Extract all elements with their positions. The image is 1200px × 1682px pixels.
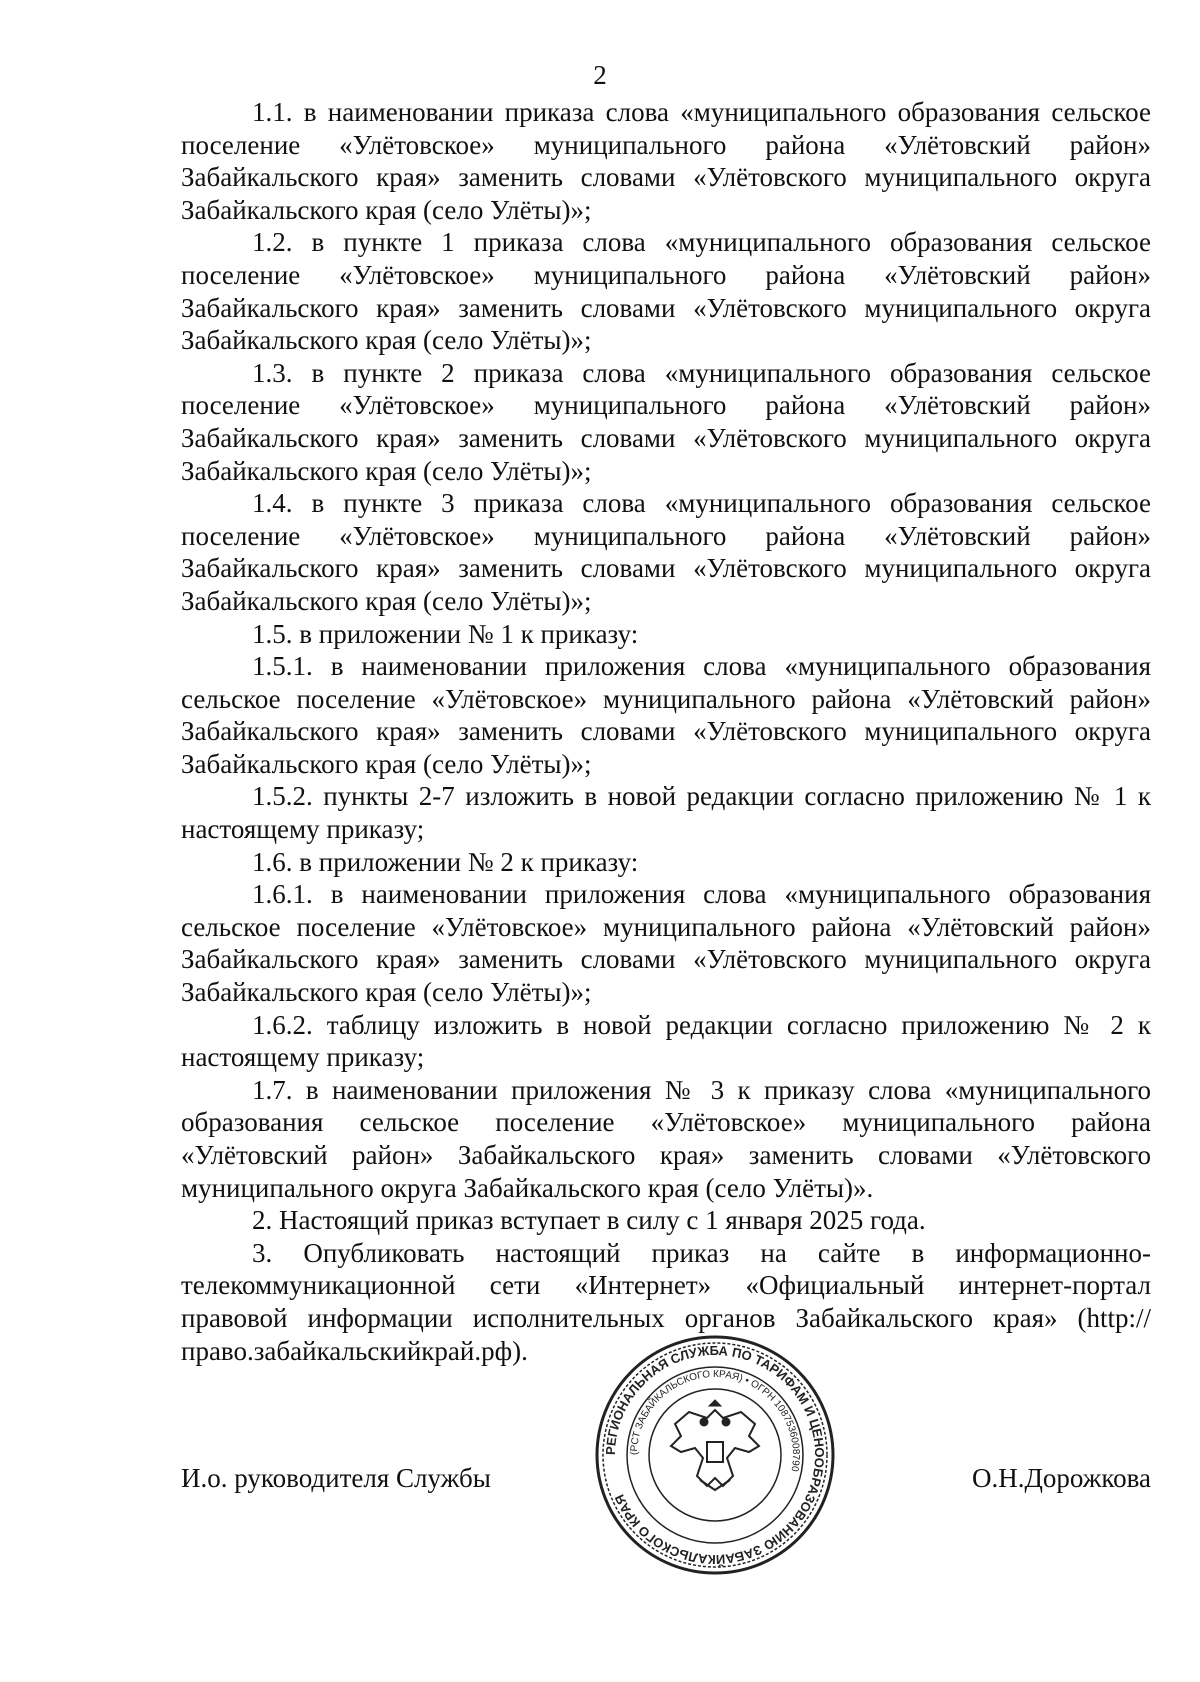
paragraph-1-6-2: 1.6.2. таблицу изложить в новой редакции согласно приложению № 2 к настоящему приказу; bbox=[181, 1009, 1151, 1073]
paragraph-1-4: 1.4. в пункте 3 приказа слова «муниципального образования сельское поселение «Улётовское» муниципального района «Улётовский район» Забайкальского края» заменить словами «Улётовского муниципального округа Забайкальского края (село Улёты)»; bbox=[181, 488, 1151, 616]
paragraph-1-1: 1.1. в наименовании приказа слова «муниципального образования сельское поселение «Улётовское» муниципального района «Улётовский район» Забайкальского края» заменить словами «Улётовского муниципального округа Забайкальского края (село Улёты)»; bbox=[181, 97, 1151, 225]
paragraph-1-5-2: 1.5.2. пункты 2-7 изложить в новой редакции согласно приложению № 1 к настоящему приказу; bbox=[181, 781, 1151, 845]
page-number: 2 bbox=[593, 60, 607, 90]
document-body bbox=[181, 96, 1151, 1367]
signatory-name: О.Н.Дорожкова bbox=[971, 1463, 1151, 1493]
signature-block bbox=[181, 1463, 1151, 1503]
paragraph-2: 2. Настоящий приказ вступает в силу с 1 января 2025 года. bbox=[252, 1205, 926, 1236]
seal-ring-3 bbox=[627, 1367, 803, 1543]
paragraph-1-2: 1.2. в пункте 1 приказа слова «муниципального образования сельское поселение «Улётовское» муниципального района «Улётовский район» Забайкальского края» заменить словами «Улётовского муниципального округа Забайкальского края (село Улёты)»; bbox=[181, 227, 1151, 356]
paragraph-1-5-1: 1.5.1. в наименовании приложения слова «муниципального образования сельское поселение «Улётовское» муниципального района «Улётовский район» Забайкальского края» заменить словами «Улётовского муниципального округа Забайкальского края (село Улёты)»; bbox=[181, 651, 1151, 779]
seal-outer-text: РЕГИОНАЛЬНАЯ СЛУЖБА ПО ТАРИФАМ И ЦЕНООБРАЗОВАНИЮ ЗАБАЙКАЛЬСКОГО КРАЯ bbox=[602, 1342, 828, 1568]
paragraph-1-6: 1.6. в приложении № 2 к приказу: bbox=[252, 846, 639, 877]
paragraph-1-6-1: 1.6.1. в наименовании приложения слова «муниципального образования сельское поселение «Улётовское» муниципального района «Улётовский район» Забайкальского края» заменить словами «Улётовского муниципального округа Забайкальского края (село Улёты)»; bbox=[181, 879, 1151, 1008]
seal-inner-text: (РСТ ЗАБАЙКАЛЬСКОГО КРАЯ) • ОГРН 1087536008790 bbox=[628, 1368, 802, 1473]
paragraph-3: 3. Опубликовать настоящий приказ на сайте в информационно-телекоммуникационной сети «Интернет» «Официальный интернет-портал правовой информации исполнительных органов Забайкальского края» (http://право.забайкальскийкрай.рф). bbox=[181, 1237, 1151, 1366]
paragraph-1-7: 1.7. в наименовании приложения № 3 к приказу слова «муниципального образования сельское поселение «Улётовское» муниципального района «Улётовский район» Забайкальского края» заменить словами «Улётовского муниципального округа Забайкальского края (село Улёты)». bbox=[181, 1074, 1151, 1203]
paragraph-1-5: 1.5. в приложении № 1 к приказу: bbox=[252, 618, 639, 649]
signatory-title: И.о. руководителя Службы bbox=[181, 1463, 491, 1493]
paragraph-1-3: 1.3. в пункте 2 приказа слова «муниципального образования сельское поселение «Улётовское» муниципального района «Улётовский район» Забайкальского края» заменить словами «Улётовского муниципального округа Забайкальского края (село Улёты)»; bbox=[181, 357, 1151, 486]
official-seal-stamp bbox=[590, 1330, 840, 1580]
